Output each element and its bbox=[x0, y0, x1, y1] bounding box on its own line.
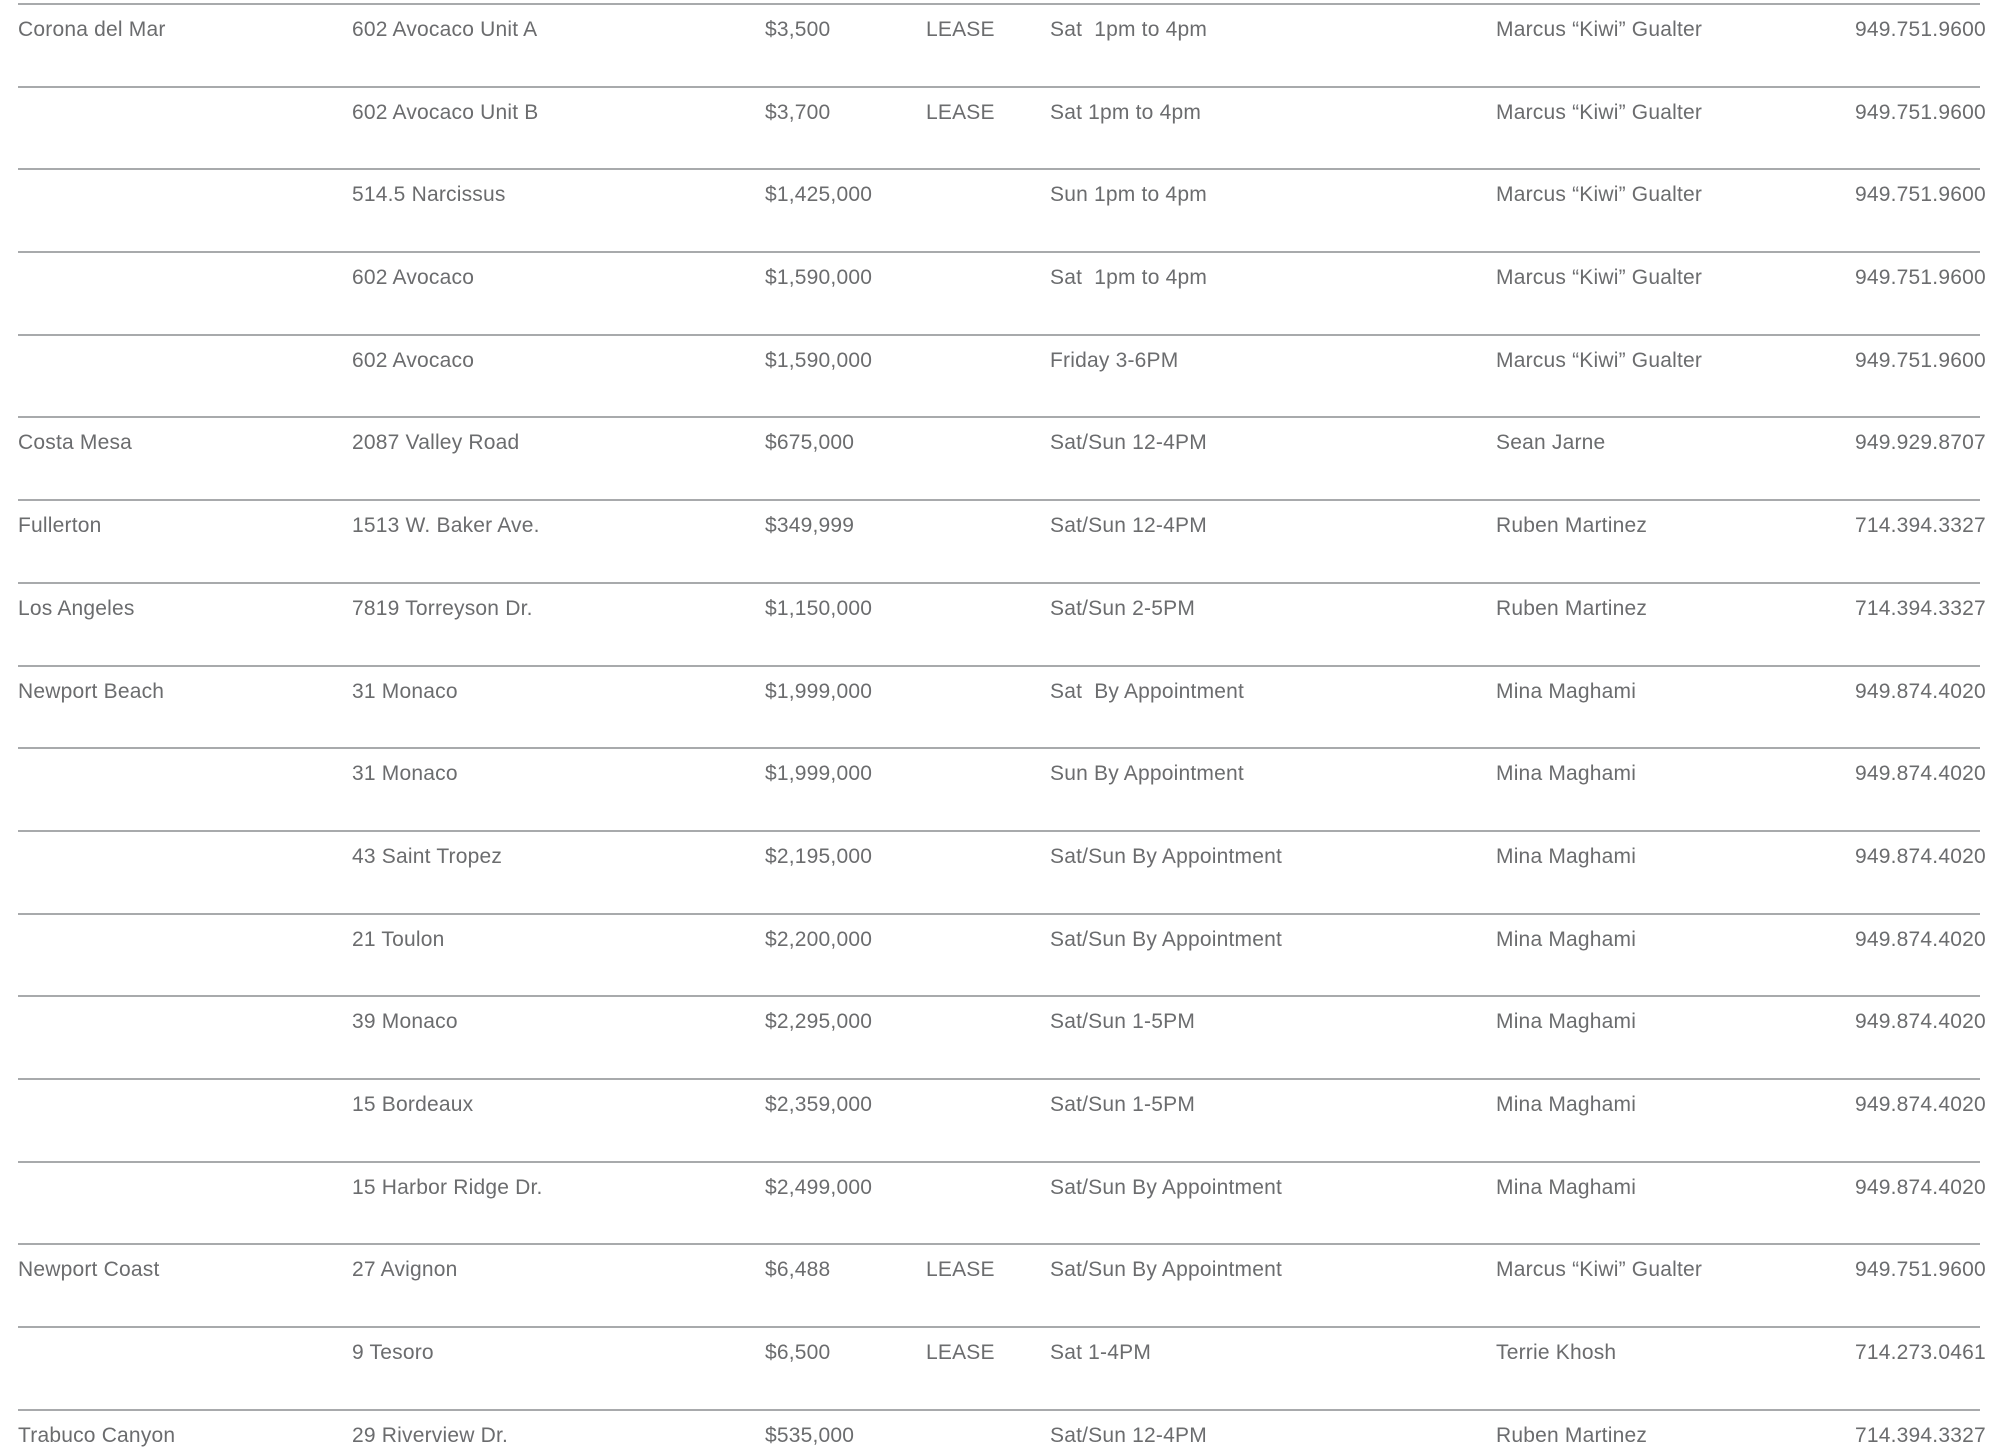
address-cell: 602 Avocaco bbox=[352, 266, 475, 290]
phone-cell: 949.874.4020 bbox=[1855, 927, 1986, 951]
phone-cell: 949.874.4020 bbox=[1855, 762, 1986, 786]
city-cell bbox=[18, 928, 352, 952]
lease-cell: LEASE bbox=[926, 18, 995, 41]
lease-cell bbox=[926, 928, 1050, 952]
address-cell: 43 Saint Tropez bbox=[352, 844, 503, 868]
lease-cell bbox=[926, 1010, 1050, 1034]
lease-cell bbox=[926, 1424, 1050, 1448]
phone-cell: 949.874.4020 bbox=[1855, 679, 1986, 703]
price-cell: $3,500 bbox=[765, 18, 831, 41]
address-cell: 7819 Torreyson Dr. bbox=[352, 596, 533, 620]
agent-cell: Mina Maghami bbox=[1496, 1175, 1637, 1199]
agent-cell: Mina Maghami bbox=[1496, 679, 1637, 703]
table-row bbox=[18, 168, 1986, 251]
agent-cell: Ruben Martinez bbox=[1496, 514, 1648, 538]
table-row bbox=[18, 251, 1986, 334]
agent-cell: Ruben Martinez bbox=[1496, 1423, 1648, 1447]
city-cell bbox=[18, 1010, 352, 1034]
agent-cell: Marcus “Kiwi” Gualter bbox=[1496, 18, 1703, 41]
table-row bbox=[18, 830, 1986, 913]
price-cell: $1,999,000 bbox=[765, 762, 873, 786]
phone-cell: 949.929.8707 bbox=[1855, 431, 1986, 455]
lease-cell bbox=[926, 514, 1050, 538]
address-cell: 602 Avocaco Unit A bbox=[352, 18, 538, 41]
city-cell: Trabuco Canyon bbox=[18, 1423, 176, 1447]
table-row bbox=[18, 1326, 1986, 1409]
lease-cell bbox=[926, 183, 1050, 207]
phone-cell: 949.751.9600 bbox=[1855, 183, 1986, 207]
page bbox=[0, 3, 1996, 1456]
table-row bbox=[18, 1409, 1986, 1456]
times-cell: Sat/Sun 1-5PM bbox=[1050, 1092, 1196, 1116]
city-cell: Costa Mesa bbox=[18, 431, 133, 455]
times-cell: Sat/Sun By Appointment bbox=[1050, 844, 1283, 868]
price-cell: $2,295,000 bbox=[765, 1010, 873, 1034]
address-cell: 39 Monaco bbox=[352, 1010, 458, 1034]
price-cell: $675,000 bbox=[765, 431, 855, 455]
lease-cell bbox=[926, 1176, 1050, 1200]
lease-cell bbox=[926, 680, 1050, 704]
table-row bbox=[18, 334, 1986, 417]
city-cell bbox=[18, 1093, 352, 1117]
phone-cell: 949.751.9600 bbox=[1855, 266, 1986, 290]
agent-cell: Marcus “Kiwi” Gualter bbox=[1496, 1258, 1703, 1282]
price-cell: $1,150,000 bbox=[765, 596, 873, 620]
times-cell: Sat 1pm to 4pm bbox=[1050, 18, 1208, 41]
times-cell: Sat/Sun 12-4PM bbox=[1050, 514, 1207, 538]
times-cell: Sat/Sun By Appointment bbox=[1050, 927, 1283, 951]
times-cell: Sat/Sun 2-5PM bbox=[1050, 596, 1196, 620]
lease-cell: LEASE bbox=[926, 1341, 995, 1364]
address-cell: 602 Avocaco Unit B bbox=[352, 100, 539, 124]
price-cell: $1,590,000 bbox=[765, 266, 873, 290]
phone-cell: 949.751.9600 bbox=[1855, 1258, 1986, 1282]
agent-cell: Marcus “Kiwi” Gualter bbox=[1496, 183, 1703, 207]
table-row bbox=[18, 1243, 1986, 1326]
price-cell: $2,359,000 bbox=[765, 1092, 873, 1116]
address-cell: 602 Avocaco bbox=[352, 348, 475, 372]
agent-cell: Marcus “Kiwi” Gualter bbox=[1496, 100, 1703, 124]
city-cell bbox=[18, 762, 352, 786]
address-cell: 2087 Valley Road bbox=[352, 431, 520, 455]
times-cell: Sat/Sun 12-4PM bbox=[1050, 1423, 1207, 1447]
price-cell: $2,499,000 bbox=[765, 1175, 873, 1199]
phone-cell: 949.874.4020 bbox=[1855, 1175, 1986, 1199]
price-cell: $1,425,000 bbox=[765, 183, 873, 207]
address-cell: 9 Tesoro bbox=[352, 1341, 434, 1364]
table-row bbox=[18, 913, 1986, 996]
phone-cell: 949.874.4020 bbox=[1855, 1010, 1986, 1034]
address-cell: 514.5 Narcissus bbox=[352, 183, 506, 207]
phone-cell: 714.394.3327 bbox=[1855, 514, 1986, 538]
table-row bbox=[18, 995, 1986, 1078]
times-cell: Sat 1pm to 4pm bbox=[1050, 100, 1202, 124]
table-row bbox=[18, 1078, 1986, 1161]
phone-cell: 949.874.4020 bbox=[1855, 1092, 1986, 1116]
lease-cell bbox=[926, 1093, 1050, 1117]
times-cell: Sat By Appointment bbox=[1050, 679, 1245, 703]
price-cell: $3,700 bbox=[765, 100, 831, 124]
open-house-listings-table bbox=[18, 3, 1986, 1456]
phone-cell: 949.751.9600 bbox=[1855, 100, 1986, 124]
times-cell: Sat/Sun 1-5PM bbox=[1050, 1010, 1196, 1034]
city-cell bbox=[18, 349, 352, 373]
agent-cell: Mina Maghami bbox=[1496, 1010, 1637, 1034]
agent-cell: Mina Maghami bbox=[1496, 762, 1637, 786]
times-cell: Sat 1pm to 4pm bbox=[1050, 266, 1208, 290]
table-row bbox=[18, 582, 1986, 665]
city-cell: Newport Beach bbox=[18, 679, 165, 703]
address-cell: 15 Harbor Ridge Dr. bbox=[352, 1175, 543, 1199]
table-row bbox=[18, 499, 1986, 582]
agent-cell: Mina Maghami bbox=[1496, 927, 1637, 951]
price-cell: $2,195,000 bbox=[765, 844, 873, 868]
price-cell: $2,200,000 bbox=[765, 927, 873, 951]
city-cell: Los Angeles bbox=[18, 596, 135, 620]
lease-cell bbox=[926, 762, 1050, 786]
lease-cell: LEASE bbox=[926, 1258, 995, 1282]
agent-cell: Mina Maghami bbox=[1496, 1092, 1637, 1116]
address-cell: 21 Toulon bbox=[352, 927, 445, 951]
city-cell: Fullerton bbox=[18, 514, 102, 538]
city-cell bbox=[18, 845, 352, 869]
city-cell bbox=[18, 183, 352, 207]
table-row bbox=[18, 747, 1986, 830]
times-cell: Sat/Sun By Appointment bbox=[1050, 1258, 1283, 1282]
price-cell: $1,590,000 bbox=[765, 348, 873, 372]
price-cell: $1,999,000 bbox=[765, 679, 873, 703]
phone-cell: 949.751.9600 bbox=[1855, 18, 1986, 41]
agent-cell: Sean Jarne bbox=[1496, 431, 1606, 455]
city-cell: Newport Coast bbox=[18, 1258, 160, 1282]
lease-cell bbox=[926, 845, 1050, 869]
table-row bbox=[18, 416, 1986, 499]
price-cell: $6,500 bbox=[765, 1341, 831, 1364]
address-cell: 31 Monaco bbox=[352, 762, 458, 786]
phone-cell: 949.751.9600 bbox=[1855, 348, 1986, 372]
phone-cell: 714.394.3327 bbox=[1855, 596, 1986, 620]
agent-cell: Marcus “Kiwi” Gualter bbox=[1496, 348, 1703, 372]
table-row bbox=[18, 86, 1986, 169]
address-cell: 1513 W. Baker Ave. bbox=[352, 514, 540, 538]
phone-cell: 949.874.4020 bbox=[1855, 844, 1986, 868]
times-cell: Sun 1pm to 4pm bbox=[1050, 183, 1207, 207]
address-cell: 29 Riverview Dr. bbox=[352, 1423, 509, 1447]
city-cell: Corona del Mar bbox=[18, 18, 166, 41]
phone-cell: 714.394.3327 bbox=[1855, 1423, 1986, 1447]
times-cell: Sun By Appointment bbox=[1050, 762, 1244, 786]
lease-cell bbox=[926, 431, 1050, 455]
times-cell: Friday 3-6PM bbox=[1050, 348, 1179, 372]
price-cell: $349,999 bbox=[765, 514, 855, 538]
address-cell: 27 Avignon bbox=[352, 1258, 458, 1282]
city-cell bbox=[18, 101, 352, 125]
times-cell: Sat/Sun 12-4PM bbox=[1050, 431, 1207, 455]
price-cell: $6,488 bbox=[765, 1258, 831, 1282]
times-cell: Sat/Sun By Appointment bbox=[1050, 1175, 1283, 1199]
agent-cell: Terrie Khosh bbox=[1496, 1341, 1617, 1364]
city-cell bbox=[18, 266, 352, 290]
city-cell bbox=[18, 1341, 352, 1365]
city-cell bbox=[18, 1176, 352, 1200]
lease-cell bbox=[926, 266, 1050, 290]
lease-cell bbox=[926, 349, 1050, 373]
lease-cell: LEASE bbox=[926, 100, 995, 124]
agent-cell: Mina Maghami bbox=[1496, 844, 1637, 868]
address-cell: 15 Bordeaux bbox=[352, 1092, 474, 1116]
table-row bbox=[18, 665, 1986, 748]
times-cell: Sat 1-4PM bbox=[1050, 1341, 1152, 1364]
table-row bbox=[18, 3, 1986, 86]
lease-cell bbox=[926, 597, 1050, 621]
address-cell: 31 Monaco bbox=[352, 679, 458, 703]
table-row bbox=[18, 1161, 1986, 1244]
phone-cell: 714.273.0461 bbox=[1855, 1341, 1986, 1364]
agent-cell: Marcus “Kiwi” Gualter bbox=[1496, 266, 1703, 290]
agent-cell: Ruben Martinez bbox=[1496, 596, 1648, 620]
price-cell: $535,000 bbox=[765, 1423, 855, 1447]
